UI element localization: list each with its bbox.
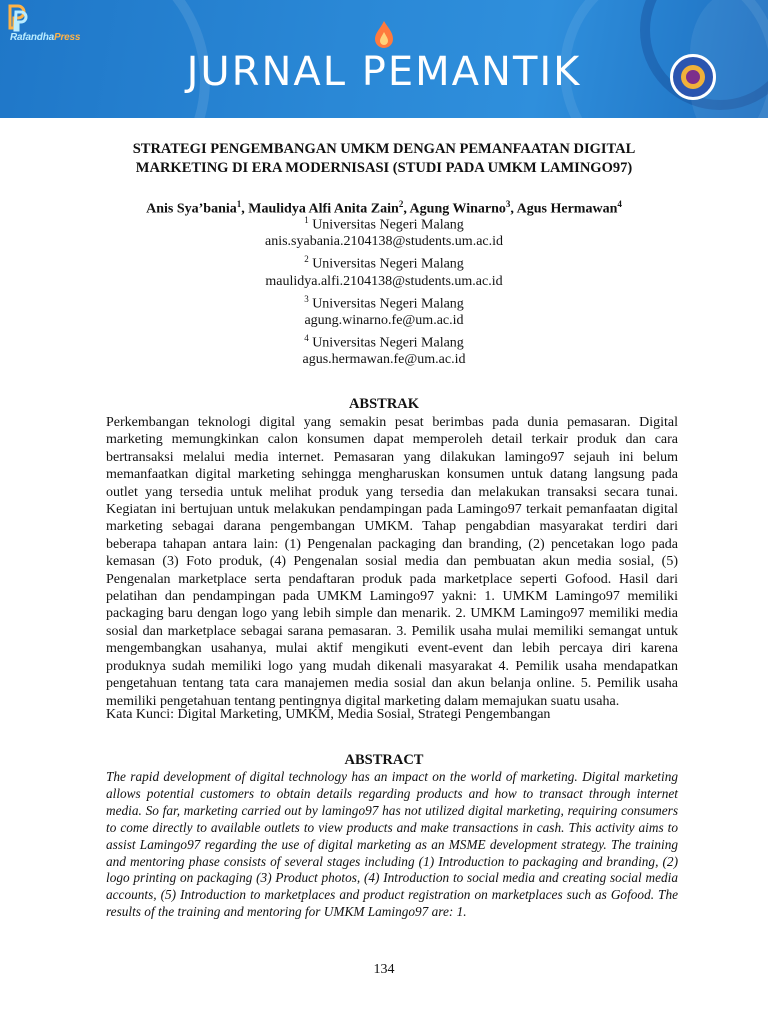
author-name: Agung Winarno <box>409 201 506 217</box>
paper-title-line: MARKETING DI ERA MODERNISASI (STUDI PADA UMKM LAMINGO97) <box>135 160 633 176</box>
publisher-name: RafandhaPress <box>10 32 81 43</box>
abstract-body: The rapid development of digital technology has an impact on the world of marketing. Digital marketing allows potential customers to obtain details regarding products and how to transact through internet media. So far, marketing carried out by lamingo97 has not utilized digital marketing, requiring consumers to come directly to available outlets to view products and make transactions in cash. This activity aims to assist Lamingo97 regarding the use of digital marketing as an MSME development strategy. The training and mentoring phase consists of several stages including (1) Introduction to packaging and branding, (2) logo printing on packaging (3) Product photos, (4) Introduction to social media and creating social media accounts, (5) Introduction to marketplaces and product registration on marketplaces such as Gofood. The results of the training and mentoring for UMKM Lamingo97 are: 1. <box>106 769 678 920</box>
author-name: Maulidya Alfi Anita Zain <box>248 201 399 217</box>
keywords: Kata Kunci: Digital Marketing, UMKM, Media Sosial, Strategi Pengembangan <box>106 707 551 722</box>
author-affil-marker: 1 <box>236 199 242 209</box>
abstrak-heading: ABSTRAK <box>348 396 420 412</box>
author-name: Anis Sya’bania <box>146 201 237 217</box>
abstrak-body: Perkembangan teknologi digital yang semakin pesat berimbas pada dunia pemasaran. Digital marketing memungkinkan calon konsumen dapat memperoleh detail terkair produk dan cara bertransaksi melalui media internet. Pemasaran yang dilakukan lamingo97 sejauh ini belum memanfaatkan digital marketing sehingga mengharuskan konsumen untuk datang langsung pada outlet yang tersedia untuk melihat produk yang tersedia dan melakukan transaksi secara tunai. Kegiatan ini bertujuan untuk melakukan pendampingan pada Lamingo97 terkait pemanfaatan digital marketing sebagai darana pengembangan UMKM. Tahap pengabdian masyarakat terdiri dari beberapa tahapan antara lain: (1) Pengenalan packaging dan branding, (2) pencetakan logo pada kemasan (3) Foto produk, (4) Pengenalan sosial media dan pembuatan akun media sosial, (5) Pengenalan marketplace serta pendaftaran produk pada marketplace seperti Gofood. Hasil dari pelatihan dan pendampingan pada UMKM Lamingo97 yakni: 1. UMKM Lamingo97 memiliki packaging baru dengan logo yang lebih simple dan menarik. 2. UMKM Lamingo97 memiliki media sosial dan marketplace sebagai sarana pemasaran. 3. Pemilik usaha mulai memiliki semangat untuk mengembangkan usahanya, mulai aktif mengikuti event-event dan lebih percaya diri karena produknya sudah memiliki logo yang mudah dikenali masyarakat 4. Pemilik usaha mendapatkan pengetahuan tentang tata cara manajemen media sosial dan akun belanja online. 5. Pemilik usaha memiliki pengetahuan tentang pentingnya digital marketing dalam memajukan suatu usaha. <box>106 415 678 709</box>
author-list: Anis Sya’bania$^1$, Maulidya Alfi Anita Zain$^2$, Agung Winarno$^3$, Agus Hermawan$^4$ <box>146 199 622 217</box>
affiliation-list <box>80 212 688 369</box>
paper-title-line: STRATEGI PENGEMBANGAN UMKM DENGAN PEMANFAATAN DIGITAL <box>132 141 636 157</box>
affiliation-institution: $^3$ Universitas Negeri Malang <box>304 293 464 312</box>
journal-title: JURNAL PEMANTIK <box>186 49 582 95</box>
abstract-heading: ABSTRACT <box>344 752 424 768</box>
affiliation-institution: $^1$ Universitas Negeri Malang <box>304 215 464 233</box>
affiliation-email: agus.hermawan.fe@um.ac.id <box>302 352 466 368</box>
journal-emblem-icon <box>670 54 716 100</box>
author-name: Agus Hermawan <box>516 201 618 217</box>
author-affil-marker: 4 <box>617 199 622 209</box>
paper-title <box>100 140 668 178</box>
emblem-core <box>686 70 700 84</box>
page-number: 134 <box>373 962 395 977</box>
author-affil-marker: 3 <box>505 199 511 209</box>
affiliation-institution: $^2$ Universitas Negeri Malang <box>304 254 464 272</box>
affiliation-institution: $^4$ Universitas Negeri Malang <box>304 332 464 351</box>
affiliation-email: maulidya.alfi.2104138@students.um.ac.id <box>265 273 503 289</box>
flame-icon <box>372 20 396 50</box>
journal-header-banner <box>0 0 768 118</box>
affiliation-email: anis.syabania.2104138@students.um.ac.id <box>264 234 504 250</box>
publisher-mark-icon <box>6 4 28 34</box>
affiliation-email: agung.winarno.fe@um.ac.id <box>304 312 464 328</box>
publisher-logo <box>6 4 86 46</box>
author-affil-marker: 2 <box>398 199 404 209</box>
